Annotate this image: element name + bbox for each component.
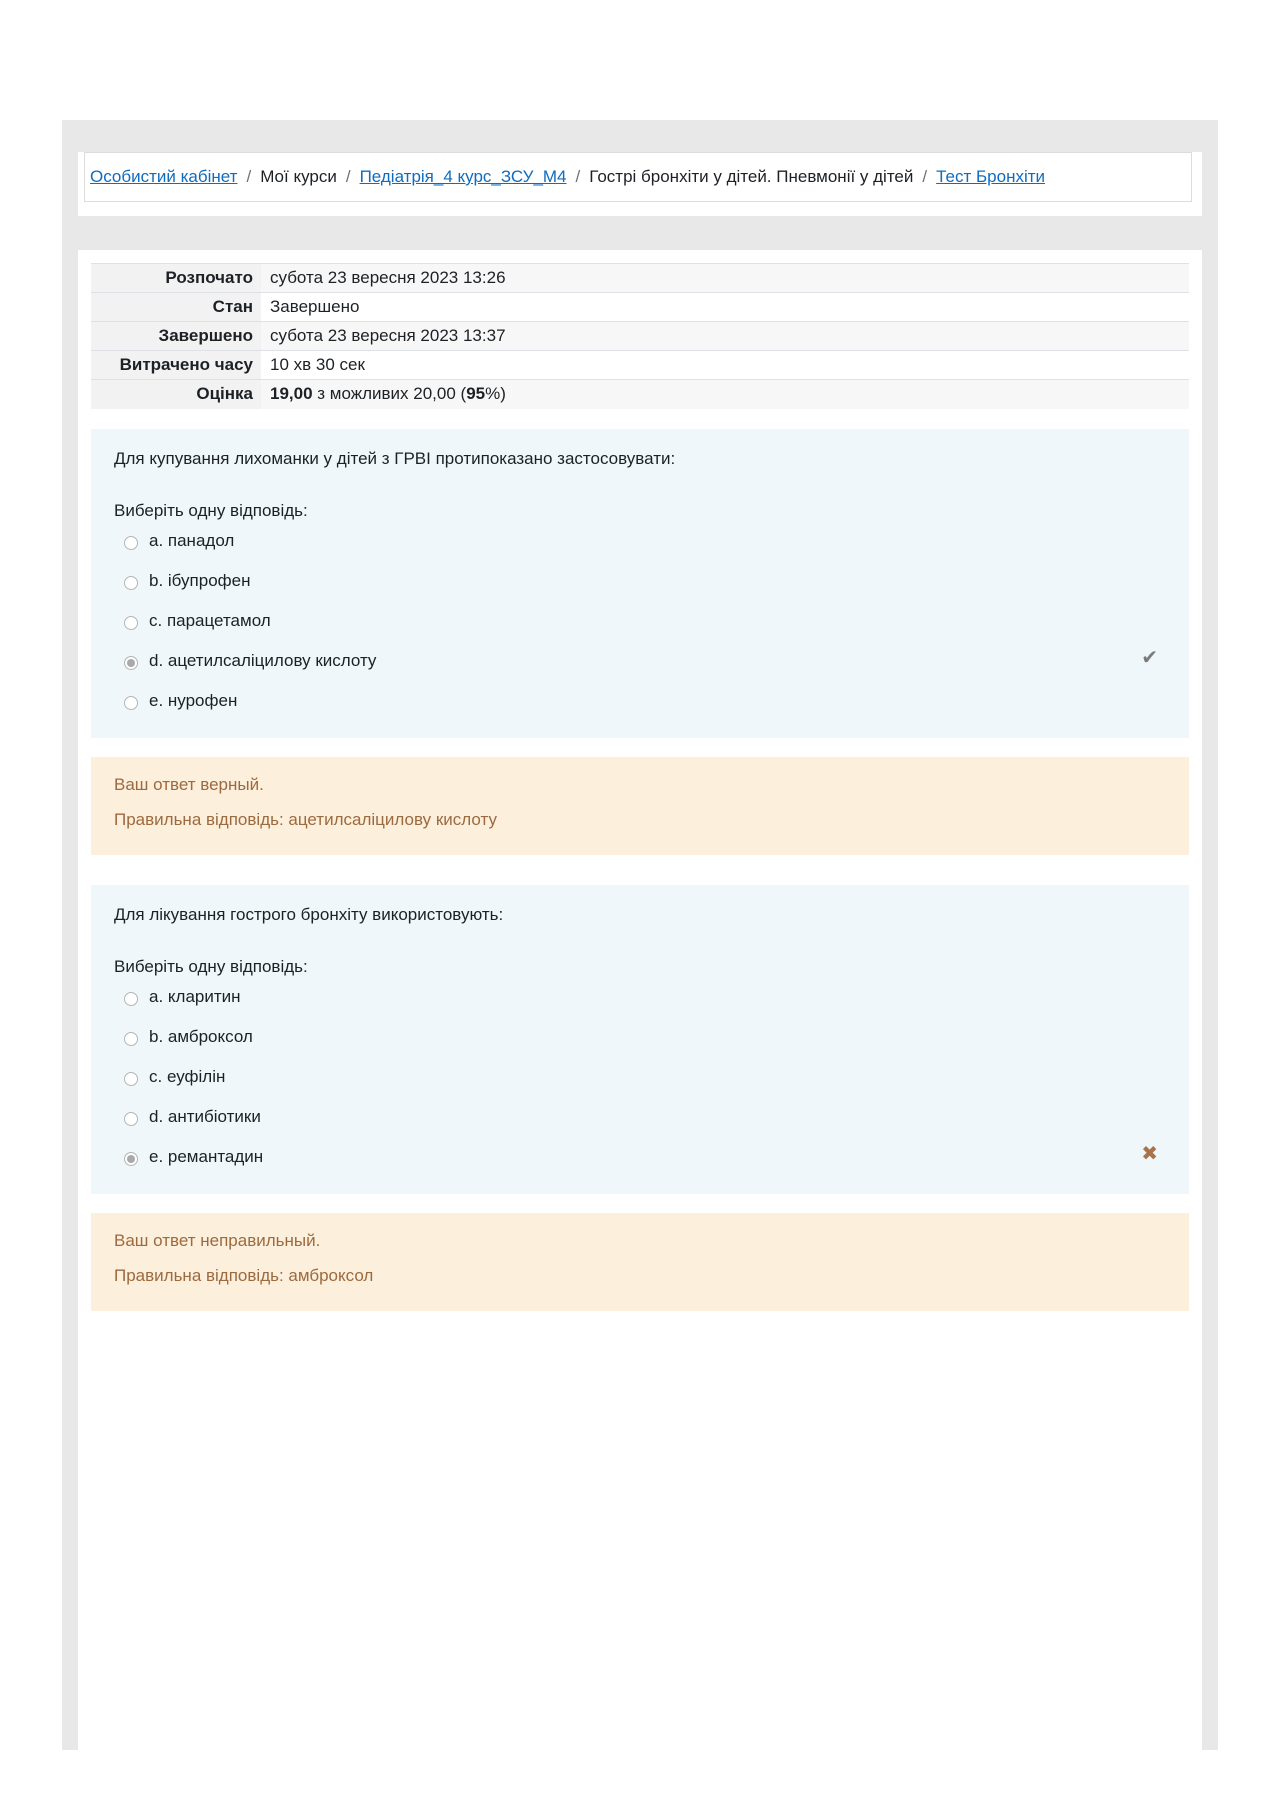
radio-button[interactable] — [124, 696, 138, 710]
question-text: Для купування лихоманки у дітей з ГРВІ протипоказано застосовувати: — [114, 449, 676, 468]
breadcrumb — [84, 152, 1192, 202]
feedback-text: Ваш ответ верный. — [114, 775, 264, 794]
breadcrumb-course-link[interactable]: Педіатрія_4 курс_ЗСУ_М4 — [359, 167, 567, 186]
answer-option[interactable] — [114, 611, 1166, 651]
radio-button[interactable] — [124, 1112, 138, 1126]
breadcrumb-separator: / — [246, 167, 252, 186]
summary-label: Витрачено часу — [91, 351, 261, 380]
option-label: e. ремантадин — [149, 1147, 264, 1166]
right-answer-text: Правильна відповідь: амброксол — [114, 1266, 374, 1285]
grade-out-of: з можливих 20,00 ( — [312, 384, 467, 404]
summary-label: Оцінка — [91, 380, 261, 409]
right-answer-text: Правильна відповідь: ацетилсаліцилову кислоту — [114, 810, 497, 829]
option-label: a. кларитин — [149, 987, 241, 1006]
answer-option[interactable] — [114, 987, 1166, 1027]
answer-option[interactable] — [114, 531, 1166, 571]
question-text: Для лікування гострого бронхіту використовують: — [114, 905, 504, 924]
option-label: a. панадол — [149, 531, 235, 550]
summary-row-state — [91, 293, 1189, 322]
question-1-feedback — [91, 757, 1189, 855]
radio-button[interactable] — [124, 992, 138, 1006]
summary-value: Завершено — [261, 293, 1189, 322]
summary-row-completed — [91, 322, 1189, 351]
breadcrumb-separator: / — [575, 167, 581, 186]
summary-value: субота 23 вересня 2023 13:26 — [261, 264, 1189, 293]
breadcrumb-separator: / — [922, 167, 928, 186]
answer-option[interactable] — [114, 691, 1166, 731]
summary-label: Стан — [91, 293, 261, 322]
answer-option[interactable] — [114, 1027, 1166, 1067]
check-icon: ✔ — [1141, 647, 1158, 669]
radio-button[interactable] — [124, 1032, 138, 1046]
radio-button[interactable] — [124, 616, 138, 630]
radio-button[interactable] — [124, 1072, 138, 1086]
answer-option-selected[interactable] — [114, 1143, 1166, 1187]
option-label: e. нурофен — [149, 691, 238, 710]
summary-value: 10 хв 30 сек — [261, 351, 1189, 380]
summary-value: субота 23 вересня 2023 13:37 — [261, 322, 1189, 351]
summary-label: Розпочато — [91, 264, 261, 293]
answer-option[interactable] — [114, 1067, 1166, 1107]
option-label: c. парацетамол — [149, 611, 271, 630]
question-2 — [91, 885, 1189, 1194]
breadcrumb-my-courses: Мої курси — [260, 167, 337, 186]
feedback-text: Ваш ответ неправильный. — [114, 1231, 321, 1250]
option-label: b. ібупрофен — [149, 571, 251, 590]
page-frame — [62, 120, 1218, 1750]
radio-button[interactable] — [124, 576, 138, 590]
quiz-review-main — [78, 250, 1202, 1750]
option-label: b. амброксол — [149, 1027, 253, 1046]
option-label: d. антибіотики — [149, 1107, 261, 1126]
radio-button-checked[interactable] — [124, 656, 138, 670]
attempt-summary-table — [91, 263, 1189, 409]
grade-percent: 95 — [466, 384, 486, 404]
summary-row-time-taken — [91, 351, 1189, 380]
radio-button[interactable] — [124, 536, 138, 550]
grade-percent-tail: %) — [485, 384, 506, 404]
breadcrumb-separator: / — [345, 167, 351, 186]
breadcrumb-section: Гострі бронхіти у дітей. Пневмонії у дітей — [589, 167, 914, 186]
breadcrumb-quiz-link[interactable]: Тест Бронхіти — [936, 167, 1046, 186]
answer-prompt: Виберіть одну відповідь: — [114, 501, 308, 520]
question-1 — [91, 429, 1189, 738]
summary-label: Завершено — [91, 322, 261, 351]
summary-row-grade — [91, 380, 1189, 409]
cross-icon: ✖ — [1141, 1143, 1158, 1165]
answer-option[interactable] — [114, 1107, 1166, 1147]
answer-option[interactable] — [114, 571, 1166, 611]
question-2-feedback — [91, 1213, 1189, 1311]
radio-button-checked[interactable] — [124, 1152, 138, 1166]
answer-option-selected[interactable] — [114, 647, 1166, 691]
grade-value — [261, 380, 1189, 409]
breadcrumb-region — [78, 152, 1202, 216]
answer-prompt: Виберіть одну відповідь: — [114, 957, 308, 976]
breadcrumb-dashboard-link[interactable]: Особистий кабінет — [90, 167, 238, 186]
option-label: c. еуфілін — [149, 1067, 226, 1086]
summary-row-started — [91, 264, 1189, 293]
grade-score: 19,00 — [270, 384, 313, 404]
option-label: d. ацетилсаліцилову кислоту — [149, 651, 377, 670]
